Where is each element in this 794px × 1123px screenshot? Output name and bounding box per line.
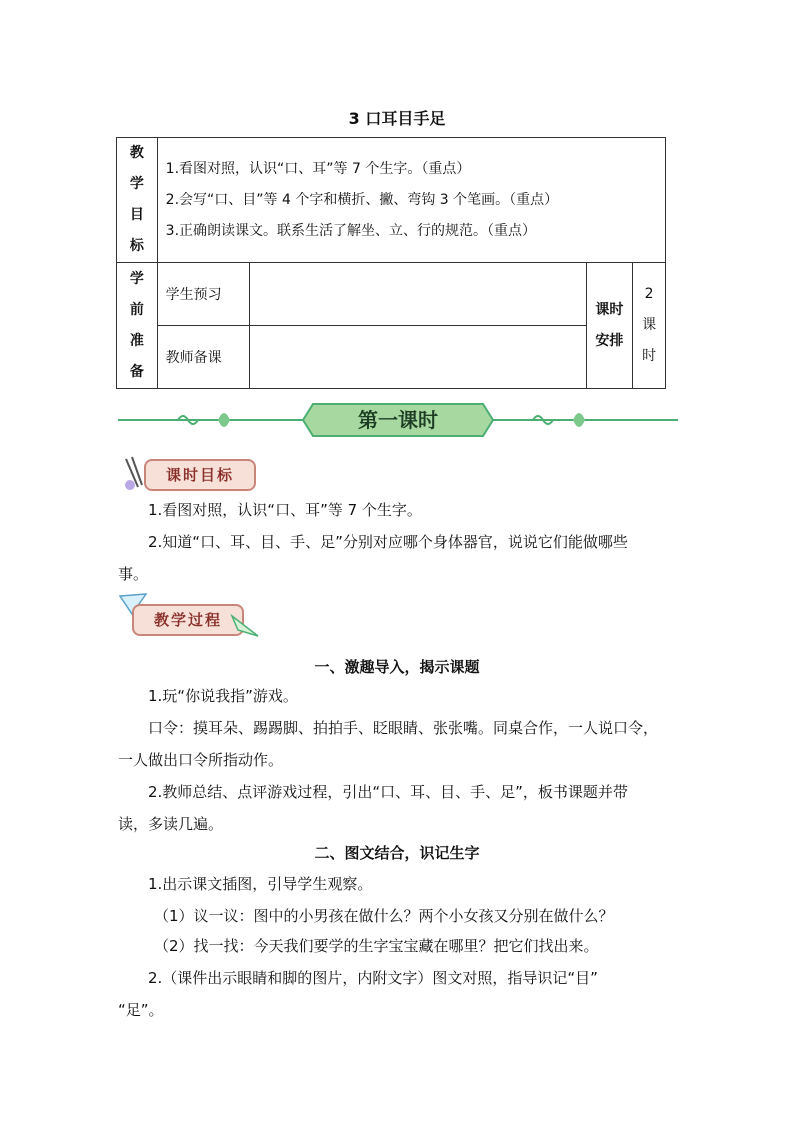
teacher-prep-row	[117, 326, 666, 389]
prep-label-char: 准	[129, 332, 144, 349]
lesson-plan-table	[116, 137, 666, 389]
section-line: 读，多读几遍。	[118, 815, 224, 833]
section-line: 1.玩“你说我指”游戏。	[148, 687, 298, 705]
goals-label-char: 教	[129, 145, 144, 161]
lesson-banner	[118, 398, 678, 442]
section-heading: 二、图文结合，识记生字	[314, 844, 480, 862]
prep-label	[117, 263, 158, 389]
goal-item: 2.会写“口、目”等 4 个字和横折、撇、弯钩 3 个笔画。（重点）	[165, 191, 559, 208]
hours-value	[633, 263, 666, 389]
section-line: 一人做出口令所指动作。	[118, 751, 284, 769]
lesson-goal-line: 事。	[118, 565, 149, 583]
hours-value-char: 2	[644, 286, 654, 302]
document-title: 3 口耳目手足	[348, 109, 446, 128]
goal-item: 1.看图对照，认识“口、耳”等 7 个生字。（重点）	[165, 160, 471, 177]
teacher-prep-value	[249, 326, 586, 389]
hours-label-line: 安排	[595, 332, 624, 349]
section-heading: 一、激趣导入，揭示课题	[314, 658, 480, 676]
lesson-goal-line: 1.看图对照，认识“口、耳”等 7 个生字。	[148, 501, 422, 519]
goals-label-char: 标	[129, 238, 144, 254]
teacher-prep-label: 教师备课	[157, 326, 249, 389]
goals-label-char: 学	[129, 176, 144, 192]
prep-label-char: 备	[129, 363, 144, 380]
goals-label-char: 目	[129, 207, 144, 223]
goals-cell	[157, 138, 665, 263]
process-tag	[118, 592, 268, 644]
student-prep-label: 学生预习	[157, 263, 249, 326]
leaf-icon	[218, 413, 230, 427]
section-line: 2.（课件出示眼睛和脚的图片，内附文字）图文对照，指导识记“目”	[148, 969, 598, 987]
lesson-goals-label: 课时目标	[144, 459, 256, 491]
hours-value-char: 课	[642, 317, 657, 333]
section-line: 1.出示课文插图，引导学生观察。	[148, 875, 373, 893]
prep-label-char: 前	[129, 301, 144, 318]
lesson-goal-line: 2.知道“口、耳、目、手、足”分别对应哪个身体器官，说说它们能做哪些	[148, 533, 628, 551]
prep-label-char: 学	[129, 270, 144, 287]
goals-row	[117, 138, 666, 263]
leaf-icon	[573, 413, 585, 427]
section-line: （1）议一议：图中的小男孩在做什么？两个小女孩又分别在做什么？	[154, 907, 614, 925]
section-line: （2）找一找：今天我们要学的生字宝宝藏在哪里？把它们找出来。	[154, 937, 599, 955]
hours-value-char: 时	[642, 348, 657, 364]
hours-label-line: 课时	[595, 301, 624, 318]
banner-text: 第一课时	[358, 408, 438, 432]
student-prep-value	[249, 263, 586, 326]
goal-item: 3.正确朗读课文。联系生活了解坐、立、行的规范。（重点）	[165, 222, 537, 239]
paper-plane-icon	[230, 614, 260, 640]
section-line: 口令：摸耳朵、踢踢脚、拍拍手、眨眼睛、张张嘴。同桌合作，一人说口令，	[148, 719, 659, 737]
lesson-goals-tag	[118, 455, 258, 493]
section-line: “足”。	[118, 1001, 164, 1019]
prep-row	[117, 263, 666, 326]
hours-label	[586, 263, 633, 389]
section-line: 2.教师总结、点评游戏过程，引出“口、耳、目、手、足”，板书课题并带	[148, 783, 628, 801]
goals-label	[117, 138, 158, 263]
process-label: 教学过程	[132, 604, 244, 636]
